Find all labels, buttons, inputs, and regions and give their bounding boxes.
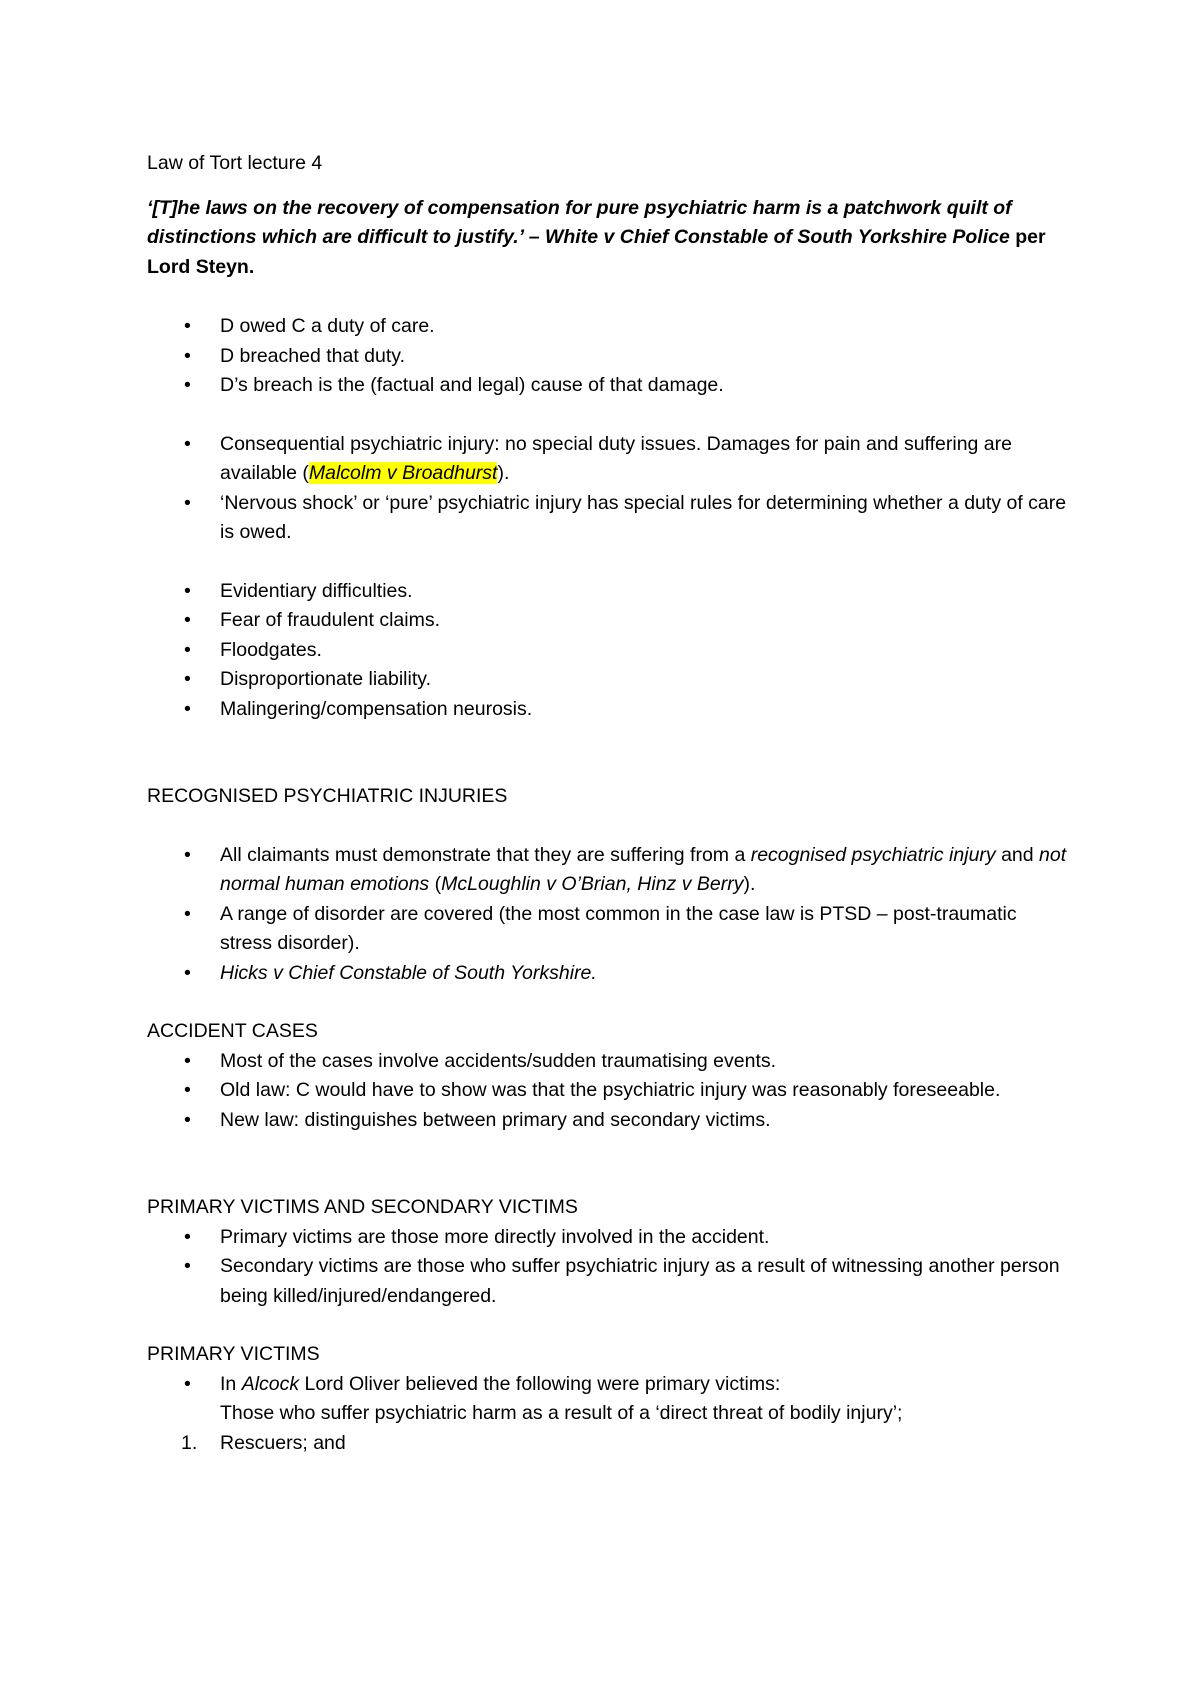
list-item-text: Consequential psychiatric injury: no special duty issues. Damages for pain and suffering are available ( xyxy=(220,432,1012,484)
list-item-text: Disproportionate liability. xyxy=(220,668,431,690)
list-number: 1. xyxy=(181,1431,198,1454)
elements-list xyxy=(147,312,1067,401)
emphasis: not normal human emotions xyxy=(220,843,1067,895)
list-item-text: New law: distinguishes between primary and secondary victims. xyxy=(220,1108,771,1131)
opening-quote xyxy=(147,194,1067,283)
list-item xyxy=(147,312,1067,342)
list-item xyxy=(147,1076,1067,1106)
spacer xyxy=(147,401,1067,430)
bullet-icon: • xyxy=(184,579,191,602)
bullet-icon: • xyxy=(184,1108,191,1131)
spacer xyxy=(147,812,1067,841)
list-item-text: D’s breach is the (factual and legal) cause of that damage. xyxy=(220,374,724,396)
list-item xyxy=(147,695,1067,725)
list-item xyxy=(147,959,1067,989)
section-heading-primary: PRIMARY VICTIMS xyxy=(147,1343,320,1365)
quote-attribution: per Lord Steyn. xyxy=(147,226,1046,278)
bullet-icon: • xyxy=(184,374,191,396)
primary-list xyxy=(147,1370,1067,1459)
list-item xyxy=(147,665,1067,695)
list-item-text: In xyxy=(220,1372,242,1395)
quote-text: ‘[T]he laws on the recovery of compensation for pure psychiatric harm is a patchwork quilt of distinctions which are difficult to justify.’ – White v Chief Constable of South Yorkshire Police xyxy=(147,196,1012,248)
bullet-icon: • xyxy=(184,1079,191,1101)
list-item-text: Fear of fraudulent claims. xyxy=(220,609,441,631)
list-item-text: ). xyxy=(497,462,510,484)
list-item xyxy=(147,577,1067,607)
bullet-icon: • xyxy=(184,432,191,455)
list-item xyxy=(147,1370,1067,1429)
list-item-text: All claimants must demonstrate that they are suffering from a xyxy=(220,843,751,866)
spacer xyxy=(147,1311,1067,1340)
list-item xyxy=(147,841,1067,900)
bullet-icon: • xyxy=(184,638,191,661)
emphasis: recognised psychiatric injury xyxy=(750,843,996,866)
spacer xyxy=(147,724,1067,782)
document-title: Law of Tort lecture 4 xyxy=(147,152,323,174)
list-item-text: ( xyxy=(429,873,442,895)
bullet-icon: • xyxy=(184,609,191,631)
list-item xyxy=(147,1252,1067,1311)
case-name-highlighted: Malcolm v Broadhurst xyxy=(308,462,498,484)
list-item-text: and xyxy=(995,843,1040,866)
list-item-text: Floodgates. xyxy=(220,638,322,661)
bullet-icon: • xyxy=(184,697,191,720)
list-item-text: D owed C a duty of care. xyxy=(220,315,435,337)
list-item xyxy=(147,371,1067,401)
section-heading-primary-secondary: PRIMARY VICTIMS AND SECONDARY VICTIMS xyxy=(147,1196,578,1218)
list-item-text: Malingering/compensation neurosis. xyxy=(220,697,533,720)
list-item xyxy=(147,636,1067,666)
list-item xyxy=(147,342,1067,372)
list-item-text: Old law: C would have to show was that the psychiatric injury was reasonably foreseeable. xyxy=(220,1079,1001,1101)
accident-list xyxy=(147,1047,1067,1136)
bullet-icon: • xyxy=(184,1255,191,1277)
bullet-icon: • xyxy=(184,1049,191,1072)
section-heading-accident: ACCIDENT CASES xyxy=(147,1020,318,1042)
case-names: McLoughlin v O’Brian, Hinz v Berry xyxy=(441,873,744,895)
primary-secondary-list xyxy=(147,1223,1067,1312)
list-item-text: Secondary victims are those who suffer psychiatric injury as a result of witnessing another person being killed/injured/endangered. xyxy=(220,1255,1060,1307)
list-item xyxy=(147,900,1067,959)
list-item-text: Most of the cases involve accidents/sudden traumatising events. xyxy=(220,1049,777,1072)
list-item xyxy=(147,1223,1067,1253)
list-item-text: ‘Nervous shock’ or ‘pure’ psychiatric injury has special rules for determining whether a duty of care is owed. xyxy=(220,491,1067,543)
injury-types-list xyxy=(147,430,1067,548)
spacer xyxy=(147,1135,1067,1193)
list-item xyxy=(147,430,1067,489)
bullet-icon: • xyxy=(184,668,191,690)
case-name: Alcock xyxy=(241,1372,300,1395)
bullet-icon: • xyxy=(184,1372,191,1395)
bullet-icon: • xyxy=(184,315,191,337)
policy-list xyxy=(147,577,1067,725)
section-heading-recognised: RECOGNISED PSYCHIATRIC INJURIES xyxy=(147,785,508,807)
bullet-icon: • xyxy=(184,961,191,984)
list-item-text: Those who suffer psychiatric harm as a result of a ‘direct threat of bodily injury’; xyxy=(220,1402,903,1424)
bullet-icon: • xyxy=(184,843,191,866)
list-item xyxy=(147,606,1067,636)
list-item xyxy=(147,489,1067,548)
spacer xyxy=(147,548,1067,577)
list-item-text: ). xyxy=(743,873,756,895)
list-item-text: Rescuers; and xyxy=(220,1431,346,1454)
list-item-text: Primary victims are those more directly involved in the accident. xyxy=(220,1225,770,1248)
list-item-text: A range of disorder are covered (the most common in the case law is PTSD – post-traumatic stress disorder). xyxy=(220,902,1017,954)
list-item-text: Evidentiary difficulties. xyxy=(220,579,413,602)
numbered-item xyxy=(147,1429,1067,1459)
bullet-icon: • xyxy=(184,902,191,925)
recognised-list xyxy=(147,841,1067,989)
bullet-icon: • xyxy=(184,1225,191,1248)
bullet-icon: • xyxy=(184,491,191,514)
list-item-text: Lord Oliver believed the following were primary victims: xyxy=(299,1372,781,1395)
list-item xyxy=(147,1047,1067,1077)
bullet-icon: • xyxy=(184,344,191,367)
case-name: Hicks v Chief Constable of South Yorkshire. xyxy=(220,961,597,984)
document-body xyxy=(147,149,1067,1458)
list-item-text: D breached that duty. xyxy=(220,344,406,367)
spacer xyxy=(147,988,1067,1017)
list-item xyxy=(147,1106,1067,1136)
